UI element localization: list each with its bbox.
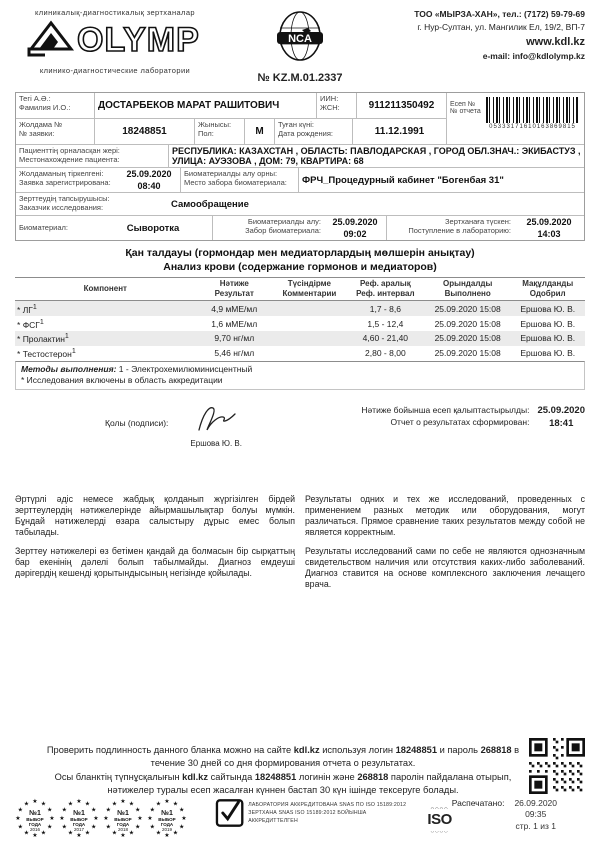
award-badge-icon	[59, 798, 99, 838]
svg-text:★: ★	[147, 816, 153, 822]
svg-text:★: ★	[23, 830, 30, 837]
report-barcode-number: 05333171610163869815	[489, 124, 576, 130]
svg-text:★: ★	[61, 807, 67, 814]
accreditation-note: * Исследования включены в область аккредитации	[21, 375, 223, 386]
ref-interval: 1,5 - 12,4	[367, 318, 404, 329]
svg-text:№1: №1	[117, 810, 129, 817]
footer	[15, 798, 585, 838]
result-comment	[273, 346, 346, 361]
nca-globe-icon	[269, 10, 331, 66]
qr-code	[529, 738, 585, 794]
svg-text:★: ★	[120, 833, 126, 838]
svg-text:№1: №1	[161, 810, 173, 817]
svg-text:★: ★	[137, 816, 143, 822]
svg-text:★: ★	[111, 801, 118, 808]
printed-info	[452, 798, 585, 832]
result-value: 5,46 нг/мл	[214, 348, 255, 359]
report-header	[15, 8, 585, 88]
svg-text:ВЫБОР: ВЫБОР	[158, 817, 176, 822]
analysis-title: Қан талдауы (гормондар мен медиаторлардың мөлшерін анықтау) Анализ крови (содержание гормонов и медиаторов)	[125, 247, 475, 273]
approved-by: Ершова Ю. В.	[520, 318, 576, 329]
result-value: 4,9 мМЕ/мл	[211, 303, 258, 314]
patient-sex: М	[244, 119, 274, 144]
ref-interval: 2,80 - 8,00	[365, 348, 406, 359]
svg-text:★: ★	[67, 801, 74, 808]
svg-text:★: ★	[23, 801, 30, 808]
performed-datetime: 25.09.2020 15:08	[434, 348, 501, 359]
svg-text:★: ★	[17, 824, 23, 831]
svg-text:ВЫБОР: ВЫБОР	[70, 817, 88, 822]
svg-text:★: ★	[128, 801, 135, 808]
svg-text:★: ★	[179, 824, 185, 831]
svg-text:★: ★	[32, 799, 38, 805]
svg-text:2019: 2019	[161, 827, 173, 832]
biomaterial-label: Биоматериал:	[19, 223, 68, 233]
svg-text:★: ★	[149, 824, 155, 831]
received-label: Зертханаға түскен: Поступление в лабораторию:	[386, 216, 514, 240]
email: e-mail: info@kdlolymp.kz	[482, 51, 585, 61]
result-row: * Пролактин$^1$ 9,70 нг/мл 4,60 - 21,40 25.09.2020 15:08 Ершова Ю. В.	[15, 331, 585, 346]
col-approved: Мақұлданды Одобрил	[510, 278, 585, 301]
svg-text:★: ★	[164, 799, 170, 805]
svg-text:★: ★	[103, 816, 109, 822]
iin-label: ИИН: ЖСН:	[316, 93, 356, 118]
report-number-cell	[446, 93, 584, 144]
svg-text:★: ★	[61, 824, 67, 831]
signature-icon	[193, 404, 239, 434]
svg-text:★: ★	[40, 830, 47, 837]
result-value: 1,6 мМЕ/мл	[211, 318, 258, 329]
svg-text:ГОДА: ГОДА	[160, 822, 174, 827]
svg-text:★: ★	[172, 830, 179, 837]
svg-text:★: ★	[17, 807, 23, 814]
result-comment	[273, 316, 346, 331]
svg-text:★: ★	[164, 833, 170, 838]
olymp-logo-icon	[25, 17, 205, 61]
svg-text:★: ★	[32, 833, 38, 838]
approved-by: Ершова Ю. В.	[520, 348, 576, 359]
disclaimer-block	[15, 494, 585, 598]
received-datetime: 25.09.2020 14:03	[526, 217, 572, 239]
printed-date: 26.09.2020	[514, 798, 557, 808]
report-no-label: Есеп № № отчета	[450, 101, 481, 115]
report-formed-datetime: 25.09.2020 18:41	[537, 404, 585, 430]
svg-text:★: ★	[84, 801, 91, 808]
company-name: ТОО «МЫРЗА-ХАН», тел.: (7172) 59-79-69	[414, 9, 585, 19]
component-name: ЛГ	[22, 304, 33, 315]
svg-text:2016: 2016	[29, 827, 41, 832]
performed-datetime: 25.09.2020 15:08	[434, 318, 501, 329]
svg-text:★: ★	[135, 824, 141, 831]
approved-by: Ершова Ю. В.	[520, 303, 576, 314]
award-badge-icon	[15, 798, 55, 838]
registered-datetime: 25.09.2020 08:40	[126, 169, 172, 191]
order-label: Жолдама № № заявки:	[19, 120, 63, 139]
svg-text:★: ★	[59, 816, 65, 822]
collected-label: Биоматериалды алу: Забор биоматериала:	[212, 216, 324, 240]
signatory-name: Ершова Ю. В.	[190, 438, 242, 448]
svg-text:★: ★	[91, 807, 97, 814]
svg-text:★: ★	[149, 807, 155, 814]
patient-info-table	[15, 92, 585, 241]
sampling-place: ФРЧ_Процедурный кабинет "Богенбая 31"	[298, 168, 584, 192]
collected-datetime: 25.09.2020 09:02	[332, 217, 378, 239]
report-formed-block: Нәтиже бойынша есеп қалыптастырылды: Отчет о результатах сформирован: 25.09.2020 18:41	[361, 404, 585, 448]
col-component: Компонент	[15, 278, 196, 301]
component-name: Тестостерон	[22, 349, 72, 360]
svg-text:★: ★	[172, 801, 179, 808]
performed-datetime: 25.09.2020 15:08	[434, 303, 501, 314]
svg-text:★: ★	[111, 830, 118, 837]
methods-note: Методы выполнения: 1 - Электрохемилюминисцентный * Исследования включены в область аккредитации	[15, 361, 585, 390]
svg-text:★: ★	[105, 824, 111, 831]
svg-text:★: ★	[135, 807, 141, 814]
biomaterial: Сыворотка	[126, 222, 180, 234]
iso-logo: ◠◠◠◠ ISO ◡◡◡◡	[427, 806, 452, 833]
checkmark-icon	[215, 798, 244, 828]
logo-caption-ru: клинико-диагностические лаборатории	[39, 66, 191, 75]
result-row: * $ЛГ^1$ 4,9 мМЕ/мл 1,7 - 8,6 25.09.2020 15:08 Ершова Ю. В.	[15, 301, 585, 316]
svg-text:★: ★	[105, 807, 111, 814]
signature-zone	[15, 404, 585, 448]
verification-text-kz: Осы бланктің түпнұсқалығын kdl.kz сайтында 18248851 логинін және 268818 паролін пайдалана отырып, нәтижелер туралы есеп жасалған күннен бастап 30 күн ішінде тексеруге болады.	[54, 771, 512, 796]
component-name: ФСГ	[22, 319, 40, 330]
name-label: Тегі А.Ә.: Фамилия И.О.:	[19, 94, 71, 113]
svg-text:2018: 2018	[117, 827, 129, 832]
patient-location: РЕСПУБЛИКА: КАЗАХСТАН , ОБЛАСТЬ: ПАВЛОДАРСКАЯ , ГОРОД ОБЛ.ЗНАЧ.: ЭКИБАСТУЗ , УЛИЦА: АУЭЗОВА , ДОМ: 79, КВАРТИРА: 68	[168, 145, 584, 167]
approved-by: Ершова Ю. В.	[520, 333, 576, 344]
award-badges	[15, 798, 187, 838]
svg-text:★: ★	[67, 830, 74, 837]
svg-text:★: ★	[155, 830, 162, 837]
svg-text:2017: 2017	[73, 827, 85, 832]
ref-interval: 1,7 - 8,6	[369, 303, 401, 314]
award-badge-icon	[147, 798, 187, 838]
patient-iin: 911211350492	[356, 93, 446, 118]
svg-text:ВЫБОР: ВЫБОР	[114, 817, 132, 822]
svg-text:★: ★	[84, 830, 91, 837]
svg-text:★: ★	[181, 816, 187, 822]
registered-label: Жолдаманың тіркелгені: Заявка зарегистрирована:	[19, 169, 111, 188]
lab-contact-info	[385, 8, 585, 63]
order-number: 18248851	[94, 119, 194, 144]
report-barcode	[486, 97, 579, 123]
svg-text:★: ★	[76, 833, 82, 838]
svg-text:★: ★	[15, 816, 21, 822]
svg-text:★: ★	[179, 807, 185, 814]
svg-text:★: ★	[91, 824, 97, 831]
svg-text:★: ★	[93, 816, 99, 822]
svg-text:★: ★	[76, 799, 82, 805]
svg-text:NCA: NCA	[288, 33, 312, 45]
svg-text:★: ★	[47, 807, 53, 814]
award-badge-icon	[103, 798, 143, 838]
result-comment	[273, 331, 346, 346]
customer: Самообращение	[171, 198, 249, 210]
sampling-place-label: Биоматериалды алу орны: Место забора биоматериала:	[180, 168, 298, 192]
svg-text:ГОДА: ГОДА	[28, 822, 42, 827]
col-performed: Орындалды Выполнено	[425, 278, 511, 301]
sex-label: Жынысы: Пол:	[194, 119, 244, 144]
svg-text:№1: №1	[29, 810, 41, 817]
nca-accreditation-mark	[225, 8, 375, 84]
company-address: г. Нур-Султан, ул. Мангилик Ел, 19/2, ВП-7	[417, 21, 585, 32]
ref-interval: 4,60 - 21,40	[362, 333, 409, 344]
svg-text:ГОДА: ГОДА	[72, 822, 86, 827]
customer-label: Зерттеудің тапсырушысы: Заказчик исследования:	[19, 194, 110, 213]
logo-caption-kz: клиникалық-диагностикалық зертханалар	[35, 8, 195, 17]
accred-line-kz: ЗЕРТХАНА SNAS ISO 15189:2012 БОЙЫНША АККРЕДИТТЕЛГЕН	[248, 809, 367, 825]
component-name: Пролактин	[22, 334, 65, 345]
results-header-row	[15, 278, 585, 301]
printed-label: Распечатано:	[451, 798, 505, 808]
disclaimer-kz: Әртүрлі әдіс немесе жабдық қолданып жүргізілген бірдей зерттеулердің нәтижелерінде айырмашылықтар болуы мүмкін. Бұндай нәтижелерді өзара салыстыру дұрыс емес болып табылады. Зерттеу нәтижелері өз бетімен қандай да болмасын бір сырқаттың бар екенінің дәлелі болып табылмайды. Диагноз емдеуші дәрігердің кешенді қорытындысының негізінде қойылады.	[15, 493, 295, 579]
svg-text:№1: №1	[73, 810, 85, 817]
disclaimer-ru: Результаты одних и тех же исследований, проведенных с применением разных методик или оборудования, могут различаться. Прямое сравнение таких результатов между собой не является корректным. Результаты исследований сами по себе не являются однозначным свидетельством наличия или отсутствия каких-либо заболеваний. Диагноз ставится на основе комплексного заключения лечащего врача.	[305, 493, 585, 590]
olymp-logo	[15, 8, 215, 75]
result-value: 9,70 нг/мл	[214, 333, 255, 344]
result-row: * ФСГ$^1$ 1,6 мМЕ/мл 1,5 - 12,4 25.09.2020 15:08 Ершова Ю. В.	[15, 316, 585, 331]
svg-text:★: ★	[120, 799, 126, 805]
accreditation-mark	[215, 798, 413, 828]
svg-text:★: ★	[128, 830, 135, 837]
svg-text:★: ★	[49, 816, 55, 822]
svg-text:ВЫБОР: ВЫБОР	[26, 817, 44, 822]
accreditation-number: № KZ.M.01.2337	[257, 72, 343, 84]
svg-text:★: ★	[47, 824, 53, 831]
svg-text:OLYMP: OLYMP	[77, 21, 200, 59]
svg-text:ГОДА: ГОДА	[116, 822, 130, 827]
patient-name: ДОСТАРБЕКОВ МАРАТ РАШИТОВИЧ	[94, 93, 316, 118]
page-indicator: стр. 1 из 1	[515, 820, 556, 831]
col-result: Нәтиже Результат	[196, 278, 273, 301]
accred-line-ru: ЛАБОРАТОРИЯ АККРЕДИТОВАНА SNAS ПО ISO 15189:2012	[248, 801, 407, 808]
results-table	[15, 277, 585, 360]
signature-label: Қолы (подписи):	[105, 417, 169, 428]
col-ref-interval: Реф. аралық Реф. интервал	[346, 278, 425, 301]
col-comment: Түсіндірме Комментарии	[273, 278, 346, 301]
svg-text:★: ★	[155, 801, 162, 808]
verification-block	[15, 738, 585, 798]
verification-text-ru: Проверить подлинность данного бланка можно на сайте kdl.kz используя логин 18248851 и пароль 268818 в течение 30 дней со дня формирования отчета о результатах.	[46, 745, 520, 769]
performed-datetime: 25.09.2020 15:08	[434, 333, 501, 344]
website: www.kdl.kz	[526, 35, 585, 48]
printed-time: 09:35	[525, 809, 547, 820]
result-row: * Тестостерон$^1$ 5,46 нг/мл 2,80 - 8,00 25.09.2020 15:08 Ершова Ю. В.	[15, 346, 585, 361]
birth-date: 11.12.1991	[352, 119, 446, 144]
result-comment	[273, 301, 346, 316]
birth-label: Туған күні: Дата рождения:	[274, 119, 352, 144]
location-label: Пациенттің орналасқан жері: Местонахождение пациента:	[19, 146, 120, 165]
svg-text:★: ★	[40, 801, 47, 808]
